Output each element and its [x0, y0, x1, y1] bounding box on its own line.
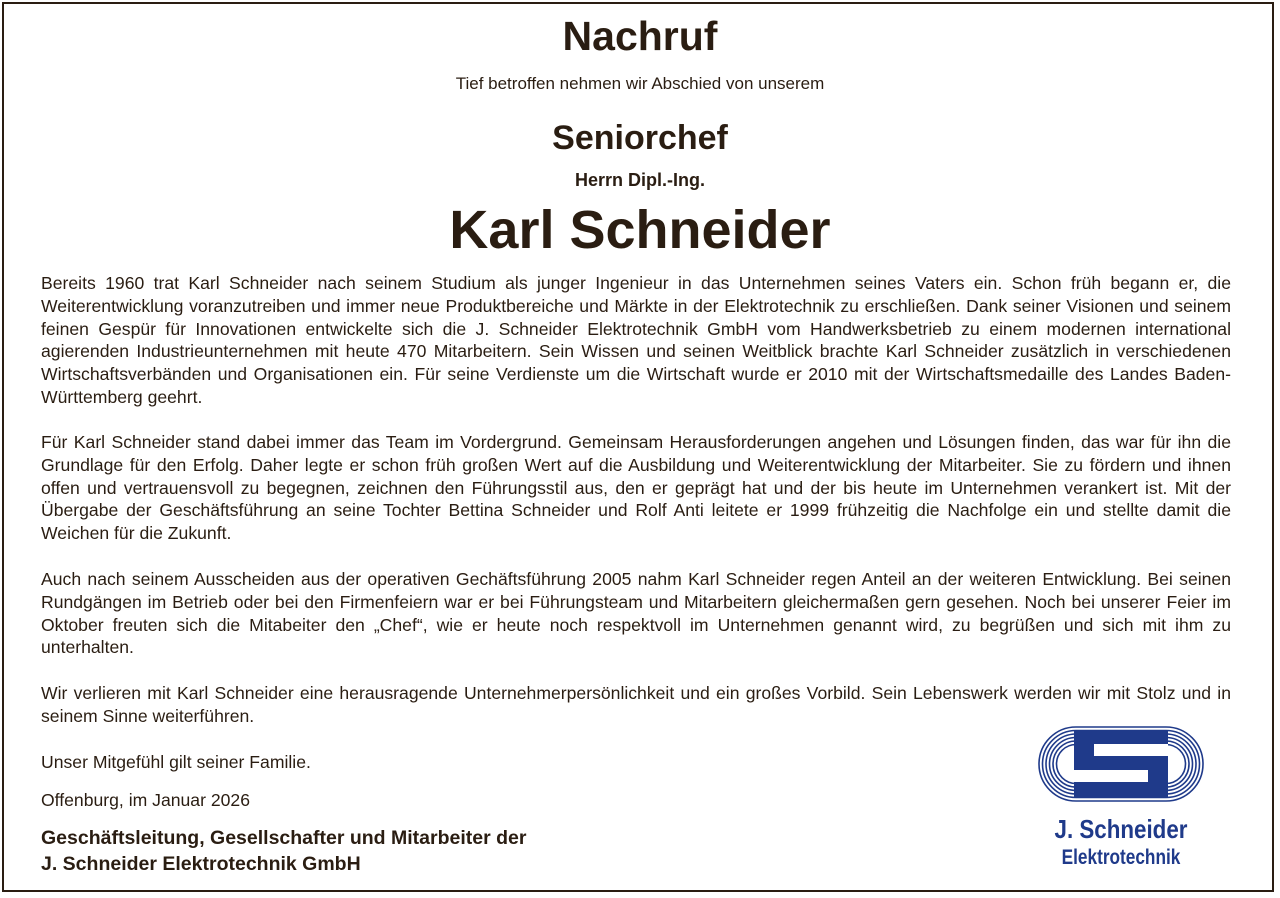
signature-block — [41, 825, 526, 877]
intro-line: Tief betroffen nehmen wir Abschied von unserem — [455, 74, 825, 93]
paragraph-team: Für Karl Schneider stand dabei immer das Team im Vordergrund. Gemeinsam Herausforderungen angehen und Lösungen finden, das war für ihn die Grundlage für den Erfolg. Daher legte er schon früh großen Wert auf die Ausbildung und Weiterentwicklung der Mitarbeiter. Sie zu fördern und ihnen offen und vertrauensvoll zu begegnen, zeichnen den Führungsstil aus, den er geprägt hat und der bis heute im Unternehmen verankert ist. Mit der Übergabe der Geschäftsführung an seine Tochter Bettina Schneider und Rolf Anti leitete er 1999 frühzeitig die Nachfolge ein und stellte damit die Weichen für die Zukunft. — [41, 432, 1231, 544]
paragraph-career: Bereits 1960 trat Karl Schneider nach seinem Studium als junger Ingenieur in das Unternehmen seines Vaters ein. Schon früh begann er, die Weiterentwicklung voranzutreiben und immer neue Produktbereiche und Märkte in der Elektrotechnik zu erschließen. Dank seiner Visionen und seinem feinen Gespür für Innovationen entwickelte sich die J. Schneider Elektrotechnik GmbH vom Handwerksbetrieb zu einem modernen international agierenden Industrieunternehmen mit heute 470 Mitarbeitern. Sein Wissen und seinen Weitblick brachte Karl Schneider zusätzlich in verschiedenen Wirtschaftsverbänden und Organisationen ein. Für seine Verdienste um die Wirtschaft wurde er 2010 mit der Wirtschaftsmedaille des Landes Baden-Württemberg geehrt. — [41, 273, 1231, 407]
deceased-name: Karl Schneider — [449, 200, 831, 260]
paragraph-legacy: Wir verlieren mit Karl Schneider eine herausragende Unternehmerpersönlichkeit und ein großes Vorbild. Sein Lebenswerk werden wir mit Stolz und in seinem Sinne weiterführen. — [41, 683, 1231, 726]
condolence-line: Unser Mitgefühl gilt seiner Familie. — [41, 752, 311, 772]
signature-line-1: Geschäftsleitung, Gesellschafter und Mitarbeiter der — [41, 827, 527, 849]
schneider-s-logo-icon — [1038, 726, 1204, 802]
signature-line-2: J. Schneider Elektrotechnik GmbH — [41, 853, 361, 875]
logo-company-name: J. Schneider — [1054, 814, 1188, 844]
deceased-role: Seniorchef — [552, 119, 728, 157]
deceased-honorific: Herrn Dipl.-Ing. — [575, 170, 705, 190]
notice-title: Nachruf — [562, 13, 718, 59]
paragraph-retirement: Auch nach seinem Ausscheiden aus der operativen Gechäftsführung 2005 nahm Karl Schneider regen Anteil an der weiteren Entwicklung. Bei seinen Rundgängen im Betrieb oder bei den Firmenfeiern war er bei Führungsteam und Mitarbeitern gleichermaßen gern gesehen. Noch bei unserer Feier im Oktober freuten sich die Mitabeiter den „Chef“, wie er heute noch respektvoll im Unternehmen genannt wird, zu begrüßen und sich mit ihm zu unterhalten. — [41, 569, 1231, 658]
logo-company-subtitle: Elektrotechnik — [1061, 846, 1181, 869]
company-logo — [1034, 726, 1208, 876]
place-date-line: Offenburg, im Januar 2026 — [41, 790, 250, 810]
